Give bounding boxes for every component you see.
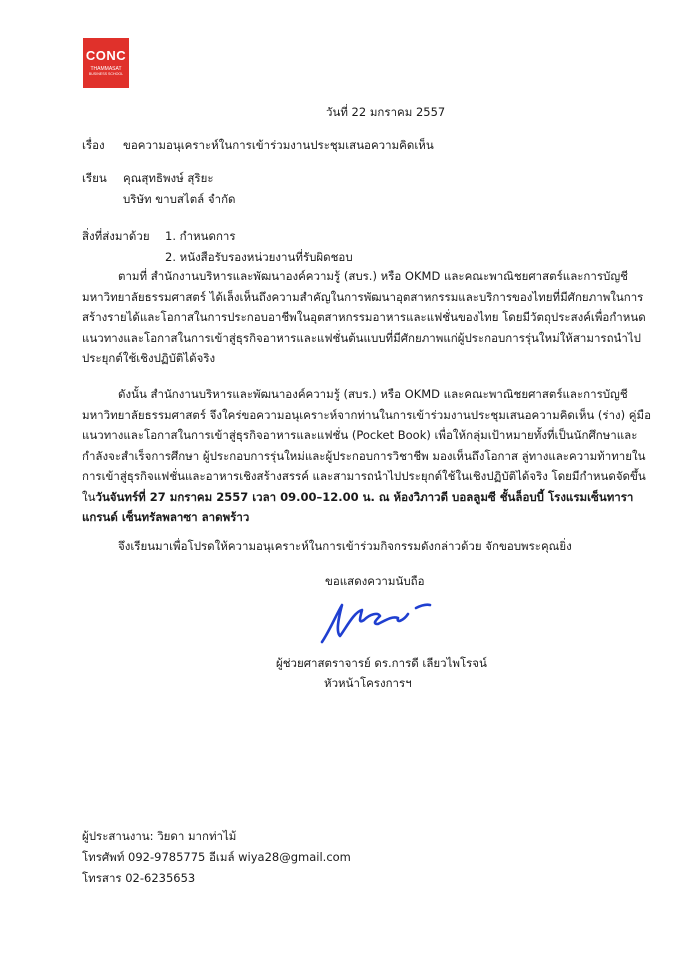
logo-main-text: CONC [85,48,127,63]
conc-logo [83,38,129,88]
attachments-label: สิ่งที่ส่งมาด้วย [82,229,150,243]
subject-text: ขอความอนุเคราะห์ในการเข้าร่วมงานประชุมเสนอความคิดเห็น [123,138,434,152]
paragraph-line: ดังนั้น สำนักงานบริหารและพัฒนาองค์ความรู้ (สบร.) หรือ OKMD และคณะพาณิชยศาสตร์และการบัญชี [118,387,628,401]
paragraph-line: สร้างรายได้และโอกาสในการประกอบอาชีพในอุตสาหกรรมอาหารและแฟชั่นของไทย โดยมีวัตถุประสงค์เพื่อกำหนด [82,310,646,324]
paragraph-line: ประยุกต์ใช้เชิงปฏิบัติได้จริง [82,351,216,365]
paragraph-line: ตามที่ สำนักงานบริหารและพัฒนาองค์ความรู้ (สบร.) หรือ OKMD และคณะพาณิชยศาสตร์และการบัญชี [118,269,628,283]
logo-line3: BUSINESS SCHOOL [88,72,124,76]
paragraph-line: มหาวิทยาลัยธรรมศาสตร์ ได้เล็งเห็นถึงความสำคัญในการพัฒนาอุตสาหกรรมและบริการของไทยที่มีศักยภาพในการ [82,289,644,304]
event-venue-line: แกรนด์ เซ็นทรัลพลาซา ลาดพร้าว [82,510,250,524]
recipient-label: เรียน [82,171,107,185]
closing-paragraph: จึงเรียนมาเพื่อโปรดให้ความอนุเคราะห์ในการเข้าร่วมกิจกรรมดังกล่าวด้วย จักขอบพระคุณยิ่ง [118,539,572,553]
contact-fax: โทรสาร 02-6235653 [82,871,196,885]
event-datetime-venue: วันจันทร์ที่ 27 มกราคม 2557 เวลา 09.00–12.00 น. ณ ห้องวิภาวดี บอลลูมซี ชั้นล็อบบี้ โรงแรมเซ็นทารา [95,489,634,504]
handwritten-signature [320,590,440,650]
paragraph-1 [82,266,646,369]
signer-name: ผู้ช่วยศาสตราจารย์ ดร.การดี เลียวไพโรจน์ [276,656,487,670]
attachment-item: 2. หนังสือรับรองหน่วยงานที่รับผิดชอบ [165,250,353,264]
recipient-company: บริษัท ขาบสไตล์ จำกัด [123,192,236,206]
contact-phone-email: โทรศัพท์ 092-9785775 อีเมล์ wiya28@gmail.com [82,850,351,864]
letter-date: วันที่ 22 มกราคม 2557 [326,105,446,119]
recipient-name: คุณสุทธิพงษ์ สุริยะ [123,171,214,185]
contact-coordinator: ผู้ประสานงาน: วิยดา มากท่าไม้ [82,829,237,843]
signer-title: หัวหน้าโครงการฯ [324,676,412,690]
attachment-item: 1. กำหนดการ [165,229,236,243]
paragraph-line-event [82,487,634,508]
paragraph-line: กำลังจะสำเร็จการศึกษา ผู้ประกอบการรุ่นใหม่และผู้ประกอบการวิชาชีพ มองเห็นถึงโอกาส ลู่ทางและความท้าทายใน [82,448,646,463]
paragraph-line: แนวทางและโอกาสในการเข้าสู่ธุรกิจอาหารและแฟชั่น (Pocket Book) เพื่อให้กลุ่มเป้าหมายทั้งที่เป็นนักศึกษาและ [82,428,638,442]
subject-label: เรื่อง [82,138,105,152]
paragraph-line: การเข้าสู่ธุรกิจแฟชั่นและอาหารเชิงสร้างสรรค์ และสามารถนำไปประยุกต์ใช้ในเชิงปฏิบัติได้จริง โดยมีกำหนดจัดขึ้น [82,469,646,483]
event-prefix: ใน [82,489,96,504]
closing-salutation: ขอแสดงความนับถือ [325,574,425,588]
paragraph-line: แนวทางและโอกาสในการเข้าสู่ธุรกิจอาหารและแฟชั่นต้นแบบที่มีศักยภาพแก่ผู้ประกอบการรุ่นใหม่ให้สามารถนำไป [82,330,641,345]
logo-line2: THAMMASAT [90,66,122,72]
paragraph-2 [82,384,651,528]
paragraph-line: มหาวิทยาลัยธรรมศาสตร์ จึงใคร่ขอความอนุเคราะห์จากท่านในการเข้าร่วมงานประชุมเสนอความคิดเห็น (ร่าง) คู่มือ [82,407,651,422]
